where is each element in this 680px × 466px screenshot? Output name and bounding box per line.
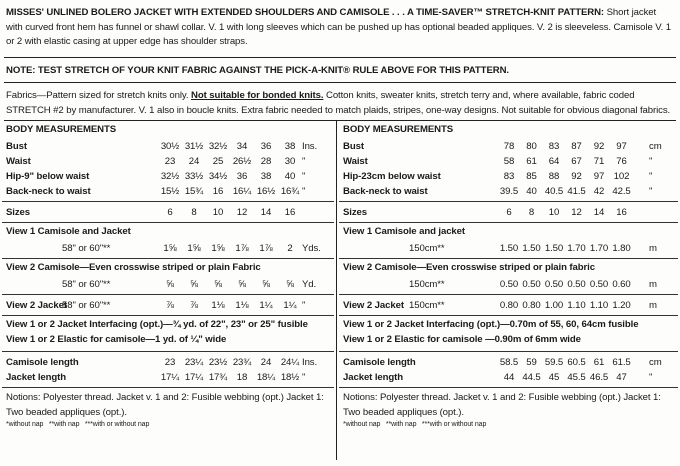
section-rule — [339, 222, 678, 223]
measurement-row-value: 85 — [526, 171, 537, 182]
column-divider — [336, 121, 337, 460]
view2-camisole-row-value: 0.50 — [589, 279, 609, 290]
measurement-row-value: 41.5 — [567, 186, 586, 197]
measurement-row-value: 40 — [284, 171, 296, 182]
sizes-row-value: 12 — [236, 207, 248, 218]
measurement-row-value: 34 — [236, 141, 248, 152]
measurement-row-value: 97 — [616, 141, 627, 152]
view2-jacket-row-value: 1⅛ — [211, 300, 225, 311]
measurement-row-value: 32½ — [208, 141, 228, 152]
measurement-row-label: Hip-23cm below waist — [343, 171, 441, 182]
measurement-row-value: 88 — [548, 171, 560, 182]
measurement-row-value: 38 — [260, 171, 272, 182]
view1-yardage-row-value: 1⅝ — [187, 243, 201, 254]
view2-camisole-heading: View 2 Camisole—Even crosswise striped or plain Fabric — [6, 262, 261, 273]
footnote: *without nap **with nap ***with or without nap — [6, 421, 150, 428]
sizes-row-value: 6 — [167, 207, 173, 218]
pattern-description-text: Short jacket with curved front hem has funnel or shawl collar. V. 1 with long sleeves which can be pushed up has optional beaded appliques. V. 2 is sleeveless. Camisole V. 1 or 2 with elastic casing at upper edge has shoulder straps. — [6, 7, 672, 47]
measurement-row-value: 42.5 — [612, 186, 631, 197]
view2-jacket-row-fabric-width: 58" or 60"** — [62, 300, 111, 311]
section-rule — [339, 351, 678, 352]
interfacing-line: View 1 or 2 Jacket Interfacing (opt.)—¾ yd. of 22", 23" or 25" fusible — [6, 319, 308, 330]
length-row-value: 59.5 — [544, 357, 564, 368]
sizes-row-value: 10 — [212, 207, 224, 218]
divider-rule — [4, 57, 676, 58]
measurement-row — [343, 184, 676, 199]
measurement-row-value: 38 — [284, 141, 296, 152]
length-row-value: 24 — [260, 357, 272, 368]
measurement-row — [343, 139, 676, 154]
measurement-row-value: 92 — [593, 141, 605, 152]
view2-jacket-row-value: 0.80 — [522, 300, 541, 311]
view1-yardage-row-value: 1.80 — [612, 243, 631, 254]
view1-yardage-row-value: 1⅝ — [211, 243, 225, 254]
section-rule — [339, 294, 678, 295]
stretch-note: NOTE: TEST STRETCH OF YOUR KNIT FABRIC AGAINST THE PICK-A-KNIT® RULE ABOVE FOR THIS PATTERN. — [6, 65, 509, 76]
view1-yardage-row-fabric-width: 150cm** — [409, 243, 445, 254]
view2-jacket-row-value: ⅞ — [190, 300, 198, 311]
measurement-row-value: 76 — [616, 156, 627, 167]
pattern-description — [6, 6, 674, 50]
divider-rule — [4, 120, 676, 121]
view1-heading: View 1 Camisole and Jacket — [6, 226, 131, 237]
measurement-row-unit: cm — [649, 141, 662, 152]
view2-jacket-row-value: ⅞ — [166, 300, 174, 311]
measurement-row-label: Back-neck to waist — [6, 186, 91, 197]
section-rule — [2, 222, 334, 223]
sizes-row-value: 16 — [284, 207, 296, 218]
elastic-line: View 1 or 2 Elastic for camisole —0.90m of 6mm wide — [343, 334, 581, 345]
measurement-row-unit: " — [302, 171, 306, 182]
view1-yardage-row-value: 1.50 — [499, 243, 519, 254]
sizes-row — [343, 205, 676, 220]
measurement-row-value: 80 — [526, 141, 537, 152]
measurement-row-label: Back-neck to waist — [343, 186, 428, 197]
measurement-row-value: 83 — [503, 171, 515, 182]
view2-camisole-row-value: 0.60 — [612, 279, 631, 290]
measurement-row-unit: " — [302, 156, 306, 167]
length-row — [6, 355, 332, 370]
fabrics-body: Cotton knits, sweater knits, stretch terry and, where available, fabric coded STRETCH #2 by manufacturer. V. 1 also in boucle knits. Extra fabric needed to match plaids, stripes, one-way designs. Not suitable for obvious diagonal fabrics. — [6, 90, 671, 116]
view2-camisole-row-value: 0.50 — [544, 279, 564, 290]
length-row-value: 23 — [164, 357, 176, 368]
divider-rule — [4, 82, 676, 83]
view2-jacket-row-value: 1.00 — [544, 300, 564, 311]
length-row-value: 18½ — [280, 372, 300, 383]
length-row-value: 23¼ — [184, 357, 204, 368]
view1-yardage-row-value: 2 — [287, 243, 293, 254]
view1-yardage-row-value: 1⅞ — [235, 243, 249, 254]
measurement-row — [343, 169, 676, 184]
length-row-value: 44 — [503, 372, 515, 383]
section-rule — [2, 351, 334, 352]
measurement-row-value: 102 — [613, 171, 630, 182]
measurement-row-label: Waist — [343, 156, 368, 167]
measurements-heading: BODY MEASUREMENTS — [343, 124, 454, 135]
view2-camisole-row-fabric-width: 58" or 60"** — [62, 279, 111, 290]
view2-camisole-heading: View 2 Camisole—Even crosswise striped or plain fabric — [343, 262, 595, 273]
measurement-row-value: 71 — [593, 156, 605, 167]
measurement-row-value: 25 — [212, 156, 224, 167]
notions-text: Notions: Polyester thread. Jacket v. 1 and 2: Fusible webbing (opt.) Jacket 1: Two beaded appliques (opt.). — [343, 392, 661, 418]
measurement-row-value: 40.5 — [544, 186, 564, 197]
length-row-label: Camisole length — [6, 357, 79, 368]
sizes-row-value: 14 — [260, 207, 272, 218]
sizes-row-label: Sizes — [343, 207, 368, 218]
section-rule — [339, 387, 678, 388]
measurement-row-value: 78 — [503, 141, 515, 152]
view2-camisole-row-value: ⅝ — [214, 279, 222, 290]
view2-camisole-row-fabric-width: 150cm** — [409, 279, 445, 290]
measurement-row-value: 58 — [503, 156, 515, 167]
measurement-row — [343, 154, 676, 169]
length-row-value: 44.5 — [522, 372, 541, 383]
length-row-unit: " — [649, 372, 653, 383]
view2-camisole-row-value: 0.50 — [499, 279, 519, 290]
view1-yardage-row-value: 1⅝ — [163, 243, 177, 254]
measurement-row-value: 30 — [284, 156, 296, 167]
measurement-row — [6, 139, 332, 154]
measurement-row-value: 32½ — [160, 171, 180, 182]
measurement-row-value: 23 — [164, 156, 176, 167]
length-row-value: 23¾ — [232, 357, 252, 368]
view2-camisole-row-value: 0.50 — [522, 279, 541, 290]
sizes-row-value: 16 — [616, 207, 627, 218]
sizes-row-value: 12 — [571, 207, 582, 218]
section-rule — [2, 201, 334, 202]
view1-yardage-row-fabric-width: 58" or 60"** — [62, 243, 111, 254]
measurement-row-unit: " — [302, 186, 306, 197]
sizes-row-value: 10 — [548, 207, 560, 218]
notions-text: Notions: Polyester thread. Jacket v. 1 and 2: Fusible webbing (opt.) Jacket 1: Two beaded appliques (opt.). — [6, 392, 324, 418]
view1-yardage-row-value: 1.70 — [567, 243, 586, 254]
length-row — [6, 370, 332, 385]
pattern-title: MISSES' UNLINED BOLERO JACKET WITH EXTENDED SHOULDERS AND CAMISOLE . . . A TIME-SAVER™ STRETCH-KNIT PATTERN: — [6, 7, 605, 18]
view2-jacket-row-value: 1.10 — [589, 300, 609, 311]
measurement-row-label: Bust — [343, 141, 364, 152]
view1-yardage-row-unit: Yds. — [302, 243, 321, 254]
view2-jacket-row-unit: " — [302, 300, 306, 311]
view1-yardage-row-value: 1.50 — [544, 243, 564, 254]
length-row-value: 58.5 — [499, 357, 519, 368]
measurement-row-value: 24 — [188, 156, 200, 167]
section-rule — [2, 387, 334, 388]
measurement-row-value: 92 — [571, 171, 582, 182]
length-row-unit: " — [302, 372, 306, 383]
section-rule — [339, 315, 678, 316]
measurements-heading: BODY MEASUREMENTS — [6, 124, 117, 135]
section-rule — [339, 258, 678, 259]
section-rule — [339, 201, 678, 202]
view2-camisole-row-value: ⅝ — [262, 279, 270, 290]
length-row-label: Camisole length — [343, 357, 416, 368]
view2-camisole-row-unit: m — [649, 279, 657, 290]
view2-camisole-row-value: ⅝ — [166, 279, 174, 290]
view1-yardage-row — [6, 241, 332, 256]
measurement-row-label: Waist — [6, 156, 31, 167]
view2-jacket-row-unit: m — [649, 300, 657, 311]
view2-camisole-row-value: ⅝ — [238, 279, 246, 290]
view2-camisole-row — [343, 277, 676, 292]
measurement-row-value: 30½ — [160, 141, 180, 152]
measurement-row-value: 97 — [593, 171, 605, 182]
length-row-value: 17¾ — [208, 372, 228, 383]
measurement-row-value: 16¾ — [280, 186, 300, 197]
view2-jacket-row-value: 1¼ — [283, 300, 297, 311]
measurement-row-value: 64 — [548, 156, 560, 167]
view2-camisole-row-value: ⅝ — [286, 279, 294, 290]
measurement-row — [6, 169, 332, 184]
section-rule — [2, 315, 334, 316]
measurement-row-value: 26½ — [232, 156, 252, 167]
interfacing-line: View 1 or 2 Jacket Interfacing (opt.)—0.70m of 55, 60, 64cm fusible — [343, 319, 639, 330]
length-row-label: Jacket length — [343, 372, 404, 383]
view2-jacket-row — [6, 298, 332, 313]
view1-yardage-row-value: 1.70 — [589, 243, 609, 254]
length-row-value: 45 — [548, 372, 560, 383]
view1-yardage-row-unit: m — [649, 243, 657, 254]
length-row-value: 17¼ — [184, 372, 204, 383]
measurement-row-value: 31½ — [184, 141, 204, 152]
elastic-line: View 1 or 2 Elastic for camisole—1 yd. of ¼" wide — [6, 334, 227, 345]
measurement-row-value: 33½ — [184, 171, 204, 182]
measurement-row — [6, 154, 332, 169]
measurement-row-value: 42 — [593, 186, 605, 197]
measurement-row-value: 39.5 — [499, 186, 519, 197]
length-row — [343, 355, 676, 370]
length-row-value: 17¼ — [160, 372, 180, 383]
view2-jacket-row-label: View 2 Jacket — [6, 300, 67, 311]
measurement-row-value: 36 — [236, 171, 248, 182]
view2-camisole-row-value: 0.50 — [567, 279, 586, 290]
sizes-row-label: Sizes — [6, 207, 31, 218]
length-row-value: 59 — [526, 357, 537, 368]
length-row-value: 61.5 — [612, 357, 631, 368]
measurement-row-label: Hip-9" below waist — [6, 171, 90, 182]
length-row-unit: Ins. — [302, 357, 318, 368]
measurement-row-value: 83 — [548, 141, 560, 152]
view2-jacket-row-value: 1¼ — [259, 300, 273, 311]
sizes-row-value: 14 — [593, 207, 605, 218]
view2-jacket-row-value: 0.80 — [499, 300, 519, 311]
fabrics-warning: Not suitable for bonded knits. — [191, 90, 324, 101]
length-row-value: 18 — [236, 372, 248, 383]
measurement-row-unit: " — [649, 186, 653, 197]
measurement-row-value: 67 — [571, 156, 582, 167]
measurement-row — [6, 184, 332, 199]
measurement-row-unit: " — [649, 156, 653, 167]
sizes-row-value: 8 — [528, 207, 535, 218]
view2-camisole-row-unit: Yd. — [302, 279, 317, 290]
measurement-row-unit: Ins. — [302, 141, 318, 152]
view2-jacket-row-fabric-width: 150cm** — [409, 300, 445, 311]
sizes-row-value: 6 — [506, 207, 512, 218]
length-row — [343, 370, 676, 385]
fabrics-lead: Fabrics—Pattern sized for stretch knits only. — [6, 90, 192, 101]
length-row-value: 61 — [593, 357, 605, 368]
sizes-row-value: 8 — [191, 207, 197, 218]
measurement-row-unit: " — [649, 171, 653, 182]
view2-jacket-row-value: 1⅛ — [235, 300, 249, 311]
length-row-unit: cm — [649, 357, 662, 368]
view2-jacket-row-value: 1.10 — [567, 300, 586, 311]
length-row-value: 24¼ — [280, 357, 300, 368]
view2-jacket-row-label: View 2 Jacket — [343, 300, 404, 311]
measurement-row-value: 16 — [212, 186, 224, 197]
section-rule — [2, 294, 334, 295]
view2-camisole-row-value: ⅝ — [190, 279, 198, 290]
length-row-value: 47 — [616, 372, 627, 383]
length-row-value: 60.5 — [567, 357, 586, 368]
view2-jacket-row — [343, 298, 676, 313]
view2-camisole-row — [6, 277, 332, 292]
measurement-row-value: 40 — [526, 186, 537, 197]
measurement-row-label: Bust — [6, 141, 27, 152]
measurement-row-value: 16½ — [256, 186, 276, 197]
length-row-value: 18¼ — [256, 372, 276, 383]
view1-heading: View 1 Camisole and jacket — [343, 226, 466, 237]
length-row-value: 45.5 — [567, 372, 586, 383]
view2-jacket-row-value: 1.20 — [612, 300, 631, 311]
length-row-label: Jacket length — [6, 372, 67, 383]
view1-yardage-row — [343, 241, 676, 256]
view1-yardage-row-value: 1⅞ — [259, 243, 273, 254]
length-row-value: 23½ — [208, 357, 228, 368]
measurement-row-value: 61 — [526, 156, 537, 167]
measurement-row-value: 36 — [260, 141, 272, 152]
section-rule — [2, 258, 334, 259]
measurement-row-value: 15¾ — [184, 186, 204, 197]
view1-yardage-row-value: 1.50 — [522, 243, 541, 254]
measurement-row-value: 34½ — [208, 171, 228, 182]
length-row-value: 46.5 — [589, 372, 609, 383]
measurement-row-value: 15½ — [160, 186, 180, 197]
measurement-row-value: 87 — [571, 141, 582, 152]
measurement-row-value: 28 — [260, 156, 272, 167]
footnote: *without nap **with nap ***with or without nap — [343, 421, 487, 428]
sizes-row — [6, 205, 332, 220]
fabrics-text — [6, 89, 674, 118]
measurement-row-value: 16¼ — [232, 186, 252, 197]
